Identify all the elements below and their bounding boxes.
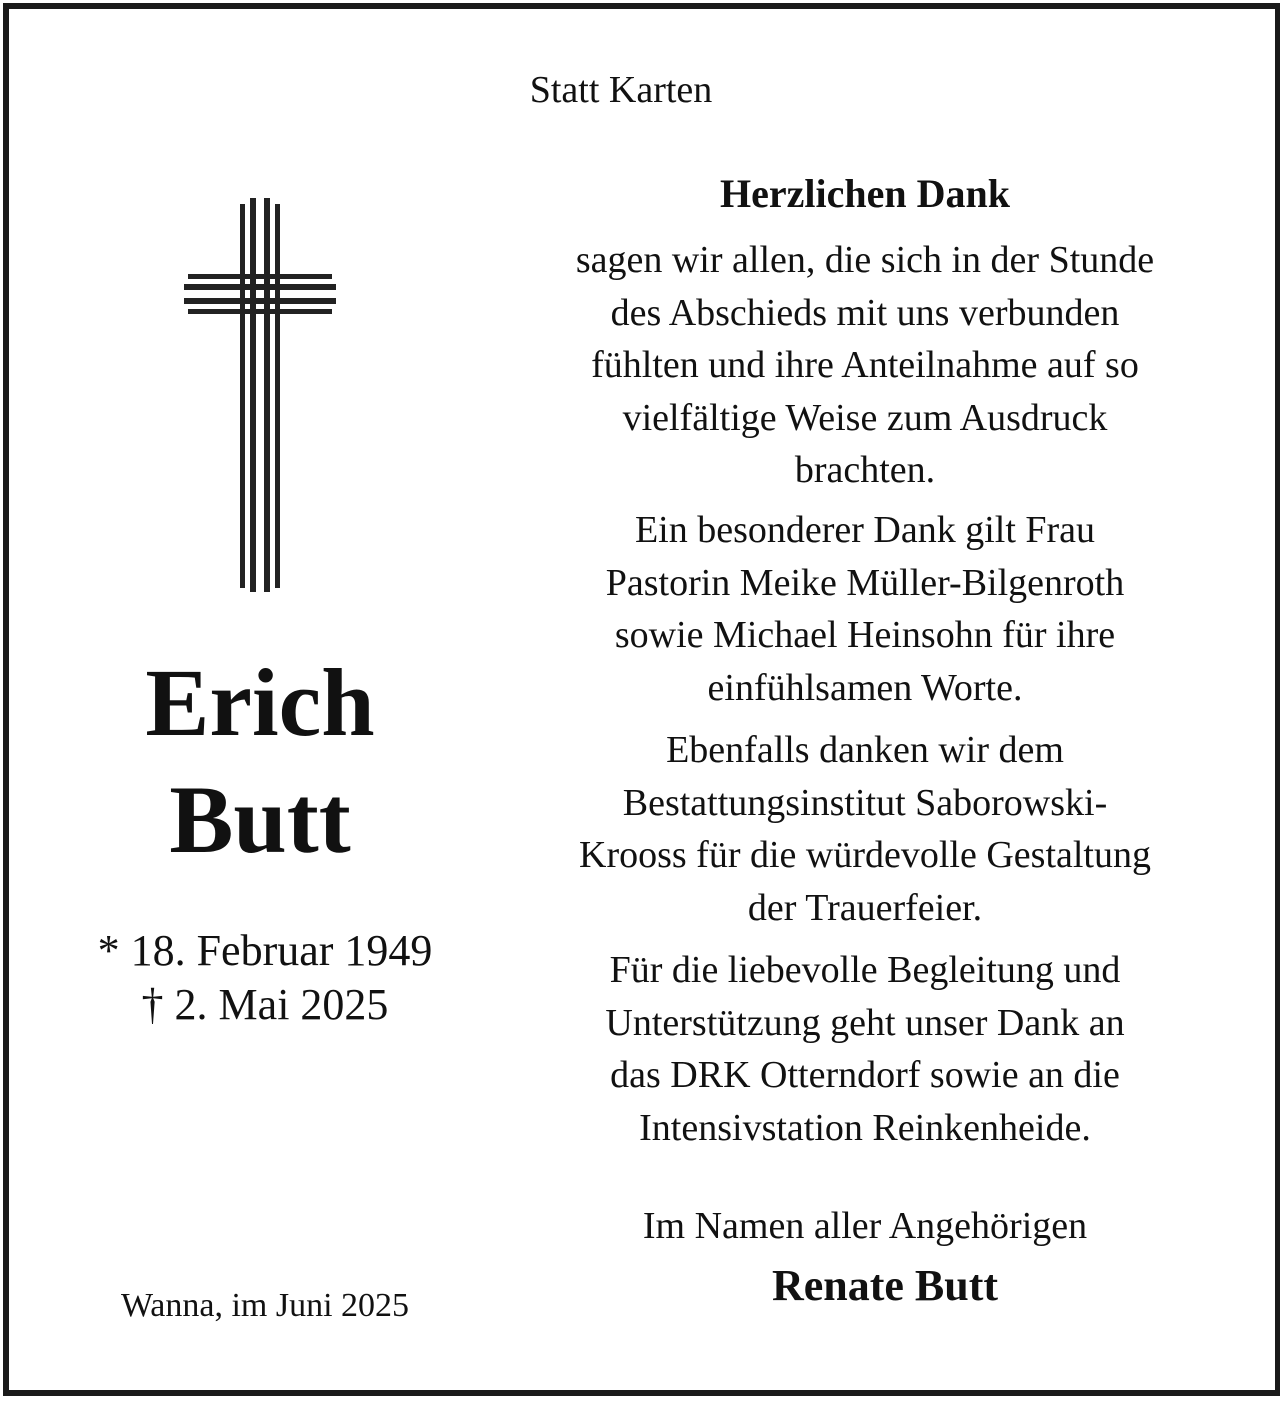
- thanks-heading: Herzlichen Dank: [720, 171, 1010, 216]
- message-paragraph: [505, 944, 1225, 1154]
- message-line: der Trauerfeier.: [747, 886, 983, 929]
- deceased-first-name: Erich: [145, 649, 375, 756]
- message-line: Pastorin Meike Müller-Bilgenroth: [605, 561, 1125, 604]
- message-line: Ebenfalls danken wir dem: [666, 729, 1064, 771]
- place-date: Wanna, im Juni 2025: [120, 1287, 410, 1324]
- signature: Renate Butt: [771, 1261, 999, 1310]
- life-dates: [40, 924, 490, 1032]
- death-date: † 2. Mai 2025: [141, 980, 389, 1029]
- message-line: Für die liebevolle Begleitung und: [609, 949, 1121, 991]
- message-line: fühlten und ihre Anteilnahme auf so: [591, 344, 1139, 386]
- message-line: das DRK Otterndorf sowie an die: [610, 1054, 1120, 1096]
- message-line: Intensivstation Reinkenheide.: [639, 1106, 1091, 1149]
- message-line: vielfältige Weise zum Ausdruck: [622, 396, 1108, 439]
- message-paragraph: [505, 724, 1225, 934]
- latin-cross-icon: [184, 198, 336, 592]
- message-line: sowie Michael Heinsohn für ihre: [614, 614, 1116, 656]
- message-paragraph: [505, 504, 1225, 714]
- header-note: Statt Karten: [529, 69, 713, 111]
- deceased-last-name: Butt: [169, 766, 351, 873]
- message-paragraph: [505, 234, 1225, 497]
- message-line: einfühlsamen Worte.: [707, 666, 1023, 709]
- message-line: brachten.: [794, 449, 936, 491]
- message-line: Ein besonderer Dank gilt Frau: [634, 509, 1096, 551]
- message-line: Unterstützung geht unser Dank an: [605, 1001, 1125, 1044]
- message-line: sagen wir allen, die sich in der Stunde: [575, 239, 1155, 281]
- message-line: des Abschieds mit uns verbunden: [610, 291, 1120, 334]
- message-line: Krooss für die würdevolle Gestaltung: [579, 834, 1151, 876]
- birth-date: * 18. Februar 1949: [97, 926, 433, 975]
- closing-line: Im Namen aller Angehörigen: [642, 1205, 1088, 1247]
- message-line: Bestattungsinstitut Saborowski-: [622, 781, 1108, 824]
